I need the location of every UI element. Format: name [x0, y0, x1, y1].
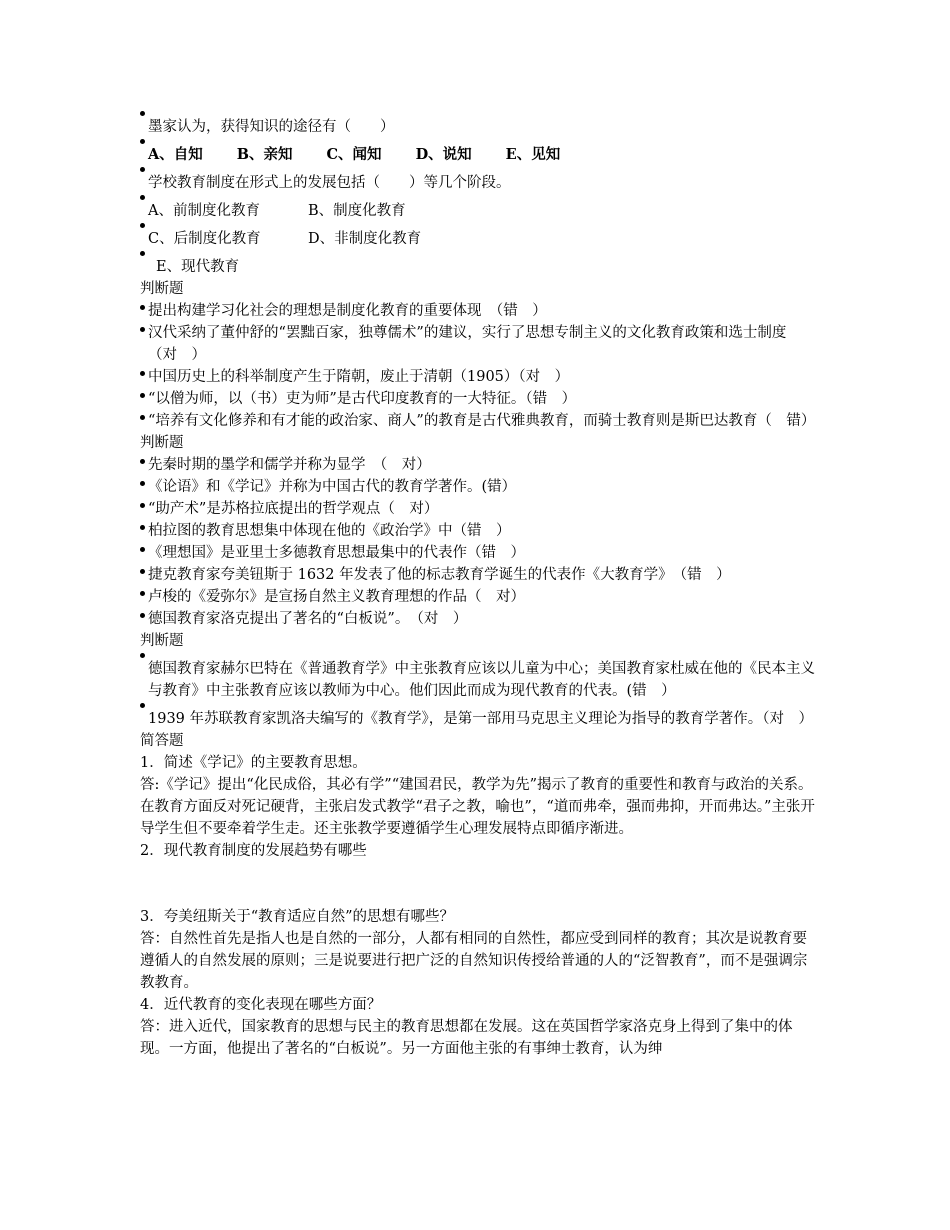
short-answer-3: 答：自然性首先是指人也是自然的一部分，人都有相同的自然性，都应受到同样的教育；其次是说教育要遵循人的自然发展的原则；三是说要进行把广泛的自然知识传授给普通的人的“泛智教育”，而不是强调宗教教育。: [140, 931, 808, 991]
tf-item: [140, 388, 815, 410]
blank-space: [140, 862, 815, 906]
question-text: 学校教育制度在形式上的发展包括（ ）等几个阶段。: [148, 175, 511, 191]
tf-item: [140, 498, 815, 520]
tf-item: [140, 476, 815, 498]
short-question-4: 4．近代教育的变化表现在哪些方面？: [140, 997, 382, 1013]
bullet-icon: [140, 167, 145, 172]
bullet-icon: [140, 703, 145, 708]
tf-item: [140, 702, 815, 730]
bullet-icon: [140, 327, 145, 332]
item-text: 1939 年苏联教育家凯洛夫编写的《教育学》，是第一部用马克思主义理论为指导的教育学著作。（对 ）: [148, 711, 814, 727]
bullet-icon: [140, 139, 145, 144]
bullet-icon: [140, 305, 145, 310]
item-text: 卢梭的《爱弥尔》是宣扬自然主义教育理想的作品（ 对）: [148, 589, 525, 605]
choice-options-2c: [140, 250, 815, 278]
short-question-2: 2．现代教育制度的发展趋势有哪些: [140, 843, 367, 859]
choice-options-1: [140, 138, 815, 166]
bullet-icon: [140, 371, 145, 376]
tf-item: [140, 586, 815, 608]
item-text: 先秦时期的墨学和儒学并称为显学 （ 对）: [148, 457, 431, 473]
item-text: 德国教育家洛克提出了著名的“白板说”。 （对 ）: [148, 611, 468, 627]
bullet-icon: [140, 525, 145, 530]
short-question-1: 1．简述《学记》的主要教育思想。: [140, 755, 367, 771]
option-a: A、自知: [148, 146, 203, 163]
bullet-icon: [140, 653, 145, 658]
tf-item: [140, 542, 815, 564]
item-text: “以僧为师，以（书）吏为师”是古代印度教育的一大特征。（错 ）: [148, 391, 577, 407]
option-row: [148, 144, 815, 166]
item-text: 德国教育家赫尔巴特在《普通教育学》中主张教育应该以儿童为中心；美国教育家杜威在他的《民本主义与教育》中主张教育应该以教师为中心。他们因此而成为现代教育的代表。(错 ）: [148, 661, 815, 699]
question-text: 墨家认为，获得知识的途径有（ ）: [148, 119, 395, 135]
item-text: 柏拉图的教育思想集中体现在他的《政治学》中（错 ）: [148, 523, 511, 539]
bullet-icon: [140, 569, 145, 574]
option-e: E、现代教育: [156, 259, 240, 275]
tf-item: [140, 608, 815, 630]
choice-question-1: [140, 110, 815, 138]
bullet-icon: [140, 503, 145, 508]
item-text: “培养有文化修养和有才能的政治家、商人”的教育是古代雅典教育，而骑士教育则是斯巴达教育（ 错）: [148, 413, 816, 429]
item-text: 《论语》和《学记》并称为中国古代的教育学著作。(错）: [148, 479, 517, 495]
tf-item: [140, 520, 815, 542]
option-e: E、见知: [505, 146, 561, 163]
option-c: C、闻知: [326, 146, 382, 163]
tf-item: [140, 300, 815, 322]
bullet-icon: [140, 223, 145, 228]
bullet-icon: [140, 547, 145, 552]
tf-item: [140, 564, 815, 586]
document-content: [140, 110, 815, 1060]
section-heading-tf3: 判断题: [140, 633, 184, 649]
bullet-icon: [140, 613, 145, 618]
section-heading-short: 简答题: [140, 733, 184, 749]
choice-options-2b: [140, 222, 815, 250]
option-b: B、制度化教育: [308, 203, 406, 219]
option-b: B、亲知: [236, 146, 293, 163]
choice-question-2: [140, 166, 815, 194]
bullet-icon: [140, 195, 145, 200]
bullet-icon: [140, 251, 145, 256]
item-text: 中国历史上的科举制度产生于隋朝，废止于清朝（1905）（对 ）: [148, 369, 570, 385]
bullet-icon: [140, 459, 145, 464]
bullet-icon: [140, 393, 145, 398]
option-c: C、后制度化教育: [148, 231, 261, 247]
option-a: A、前制度化教育: [148, 203, 260, 219]
item-text: 《理想国》是亚里士多德教育思想最集中的代表作（错 ）: [148, 545, 525, 561]
bullet-icon: [140, 591, 145, 596]
item-text: 提出构建学习化社会的理想是制度化教育的重要体现 （错 ）: [148, 303, 547, 319]
short-answer-1: 答:《学记》提出“化民成俗，其必有学”“建国君民，教学为先”揭示了教育的重要性和教育与政治的关系。在教育方面反对死记硬背，主张启发式教学“君子之教，喻也”，“道而弗牵，强而弗抑，开而弗达。”主张开导学生但不要牵着学生走。还主张教学要遵循学生心理发展特点即循序渐进。: [140, 777, 815, 837]
item-text: “助产术”是苏格拉底提出的哲学观点（ 对）: [148, 501, 439, 517]
option-d: D、说知: [415, 146, 472, 163]
item-text: 捷克教育家夸美钮斯于 1632 年发表了他的标志教育学诞生的代表作《大教育学》 （错 ）: [148, 567, 731, 583]
section-heading-tf2: 判断题: [140, 435, 184, 451]
bullet-icon: [140, 415, 145, 420]
choice-options-2a: [140, 194, 815, 222]
tf-item: [140, 410, 815, 432]
short-question-3: 3．夸美纽斯关于“教育适应自然”的思想有哪些？: [140, 909, 455, 925]
tf-item: [140, 366, 815, 388]
tf-item: [140, 652, 815, 702]
tf-item: [140, 322, 815, 366]
bullet-icon: [140, 111, 145, 116]
option-d: D、非制度化教育: [308, 231, 422, 247]
short-answer-4: 答：进入近代，国家教育的思想与民主的教育思想都在发展。这在英国哲学家洛克身上得到了集中的体现。一方面，他提出了著名的“白板说”。另一方面他主张的有事绅士教育，认为绅: [140, 1019, 793, 1057]
bullet-icon: [140, 481, 145, 486]
section-heading-tf1: 判断题: [140, 281, 184, 297]
tf-item: [140, 454, 815, 476]
item-text: 汉代采纳了董仲舒的“罢黜百家，独尊儒术”的建议，实行了思想专制主义的文化教育政策和选士制度（对 ）: [148, 325, 787, 363]
